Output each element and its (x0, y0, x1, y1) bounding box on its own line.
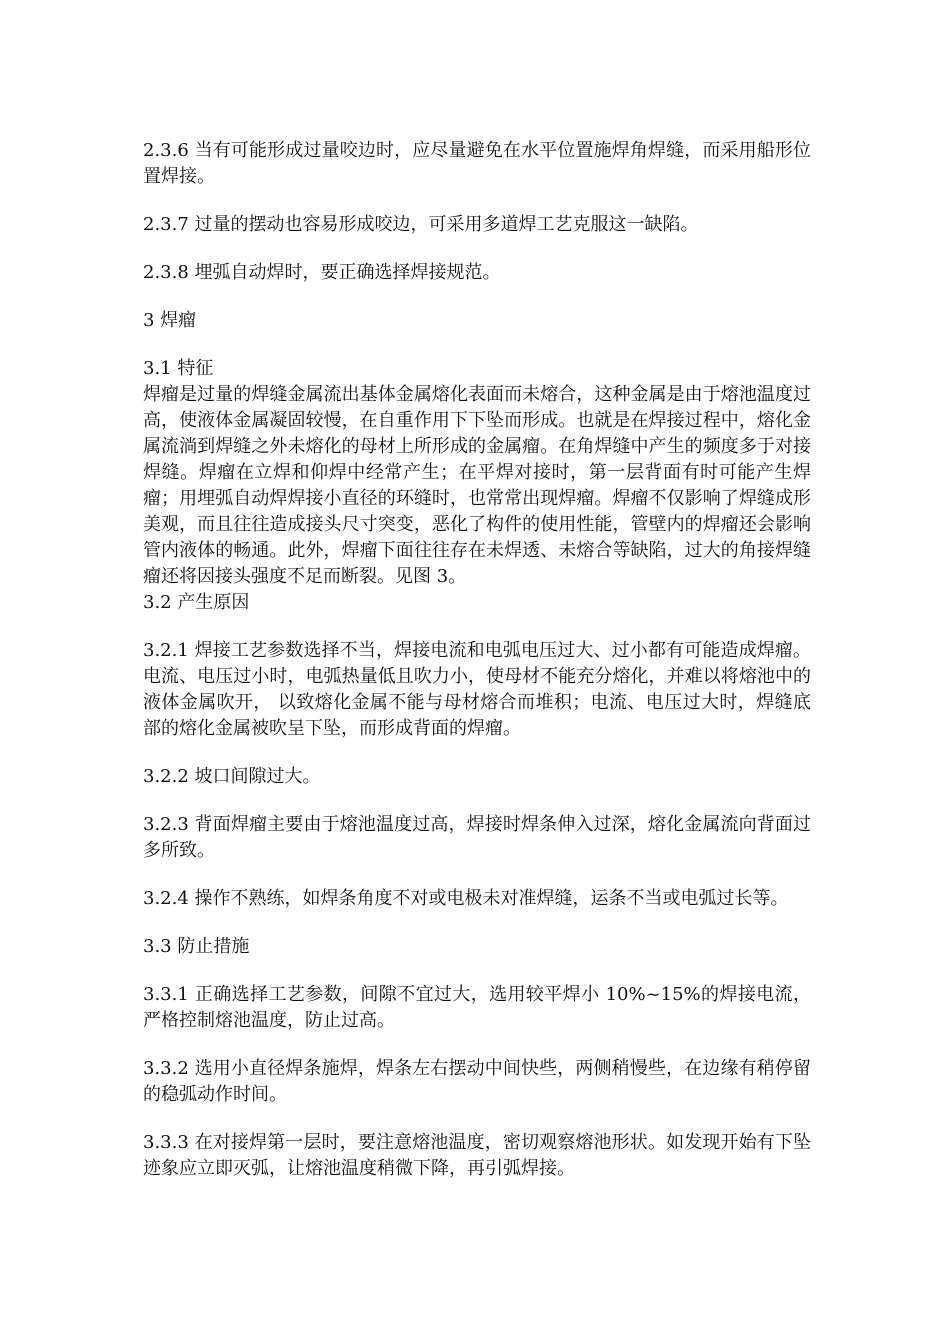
subheading-3-3: 3.3 防止措施 (143, 936, 250, 957)
paragraph-3-2-4: 3.2.4 操作不熟练，如焊条角度不对或电极未对准焊缝，运条不当或电弧过长等。 (143, 888, 789, 909)
document-page (143, 138, 811, 1204)
paragraph-3-1-body: 焊瘤是过量的焊缝金属流出基体金属熔化表面而未熔合，这种金属是由于熔池温度过高，使液体金属凝固较慢，在自重作用下下坠而形成。也就是在焊接过程中，熔化金属流淌到焊缝之外未熔化的母材上所形成的金属瘤。在角焊缝中产生的频度多于对接焊缝。焊瘤在立焊和仰焊中经常产生；在平焊对接时，第一层背面有时可能产生焊瘤；用埋弧自动焊焊接小直径的环缝时，也常常出现焊瘤。焊瘤不仅影响了焊缝成形美观，而且往往造成接头尺寸突变，恶化了构件的使用性能，管壁内的焊瘤还会影响管内液体的畅通。此外，焊瘤下面往往存在未焊透、未熔合等缺陷，过大的角接焊缝瘤还将因接头强度不足而断裂。见图 3。 (143, 384, 811, 587)
paragraph-3-2-2: 3.2.2 坡口间隙过大。 (143, 766, 321, 787)
subheading-3-1: 3.1 特征 (143, 358, 214, 379)
paragraph-3-3-2: 3.3.2 选用小直径焊条施焊，焊条左右摆动中间快些，两侧稍慢些，在边缘有稍停留的稳弧动作时间。 (143, 1058, 811, 1105)
paragraph-3-2-1: 3.2.1 焊接工艺参数选择不当，焊接电流和电弧电压过大、过小都有可能造成焊瘤。电流、电压过小时，电弧热量低且吹力小，使母材不能充分熔化，并难以将熔池中的液体金属吹开， 以致熔化金属不能与母材熔合而堆积；电流、电压过大时，焊缝底部的熔化金属被吹呈下坠，而形成背面的焊瘤。 (143, 640, 811, 739)
paragraph-3-3-3: 3.3.3 在对接焊第一层时，要注意熔池温度，密切观察熔池形状。如发现开始有下坠迹象应立即灭弧，让熔池温度稍微下降，再引弧焊接。 (143, 1132, 811, 1179)
paragraph-2-3-7: 2.3.7 过量的摆动也容易形成咬边，可采用多道焊工艺克服这一缺陷。 (143, 214, 699, 235)
paragraph-2-3-6: 2.3.6 当有可能形成过量咬边时，应尽量避免在水平位置施焊角焊缝，而采用船形位置焊接。 (143, 140, 811, 187)
section-heading-3: 3 焊瘤 (143, 310, 197, 331)
paragraph-3-2-3: 3.2.3 背面焊瘤主要由于熔池温度过高，焊接时焊条伸入过深，熔化金属流向背面过多所致。 (143, 814, 811, 861)
subheading-3-2: 3.2 产生原因 (143, 592, 250, 613)
paragraph-2-3-8: 2.3.8 埋弧自动焊时，要正确选择焊接规范。 (143, 262, 501, 283)
paragraph-3-3-1: 3.3.1 正确选择工艺参数，间隙不宜过大，选用较平焊小 10%~15%的焊接电流，严格控制熔池温度，防止过高。 (143, 984, 811, 1031)
